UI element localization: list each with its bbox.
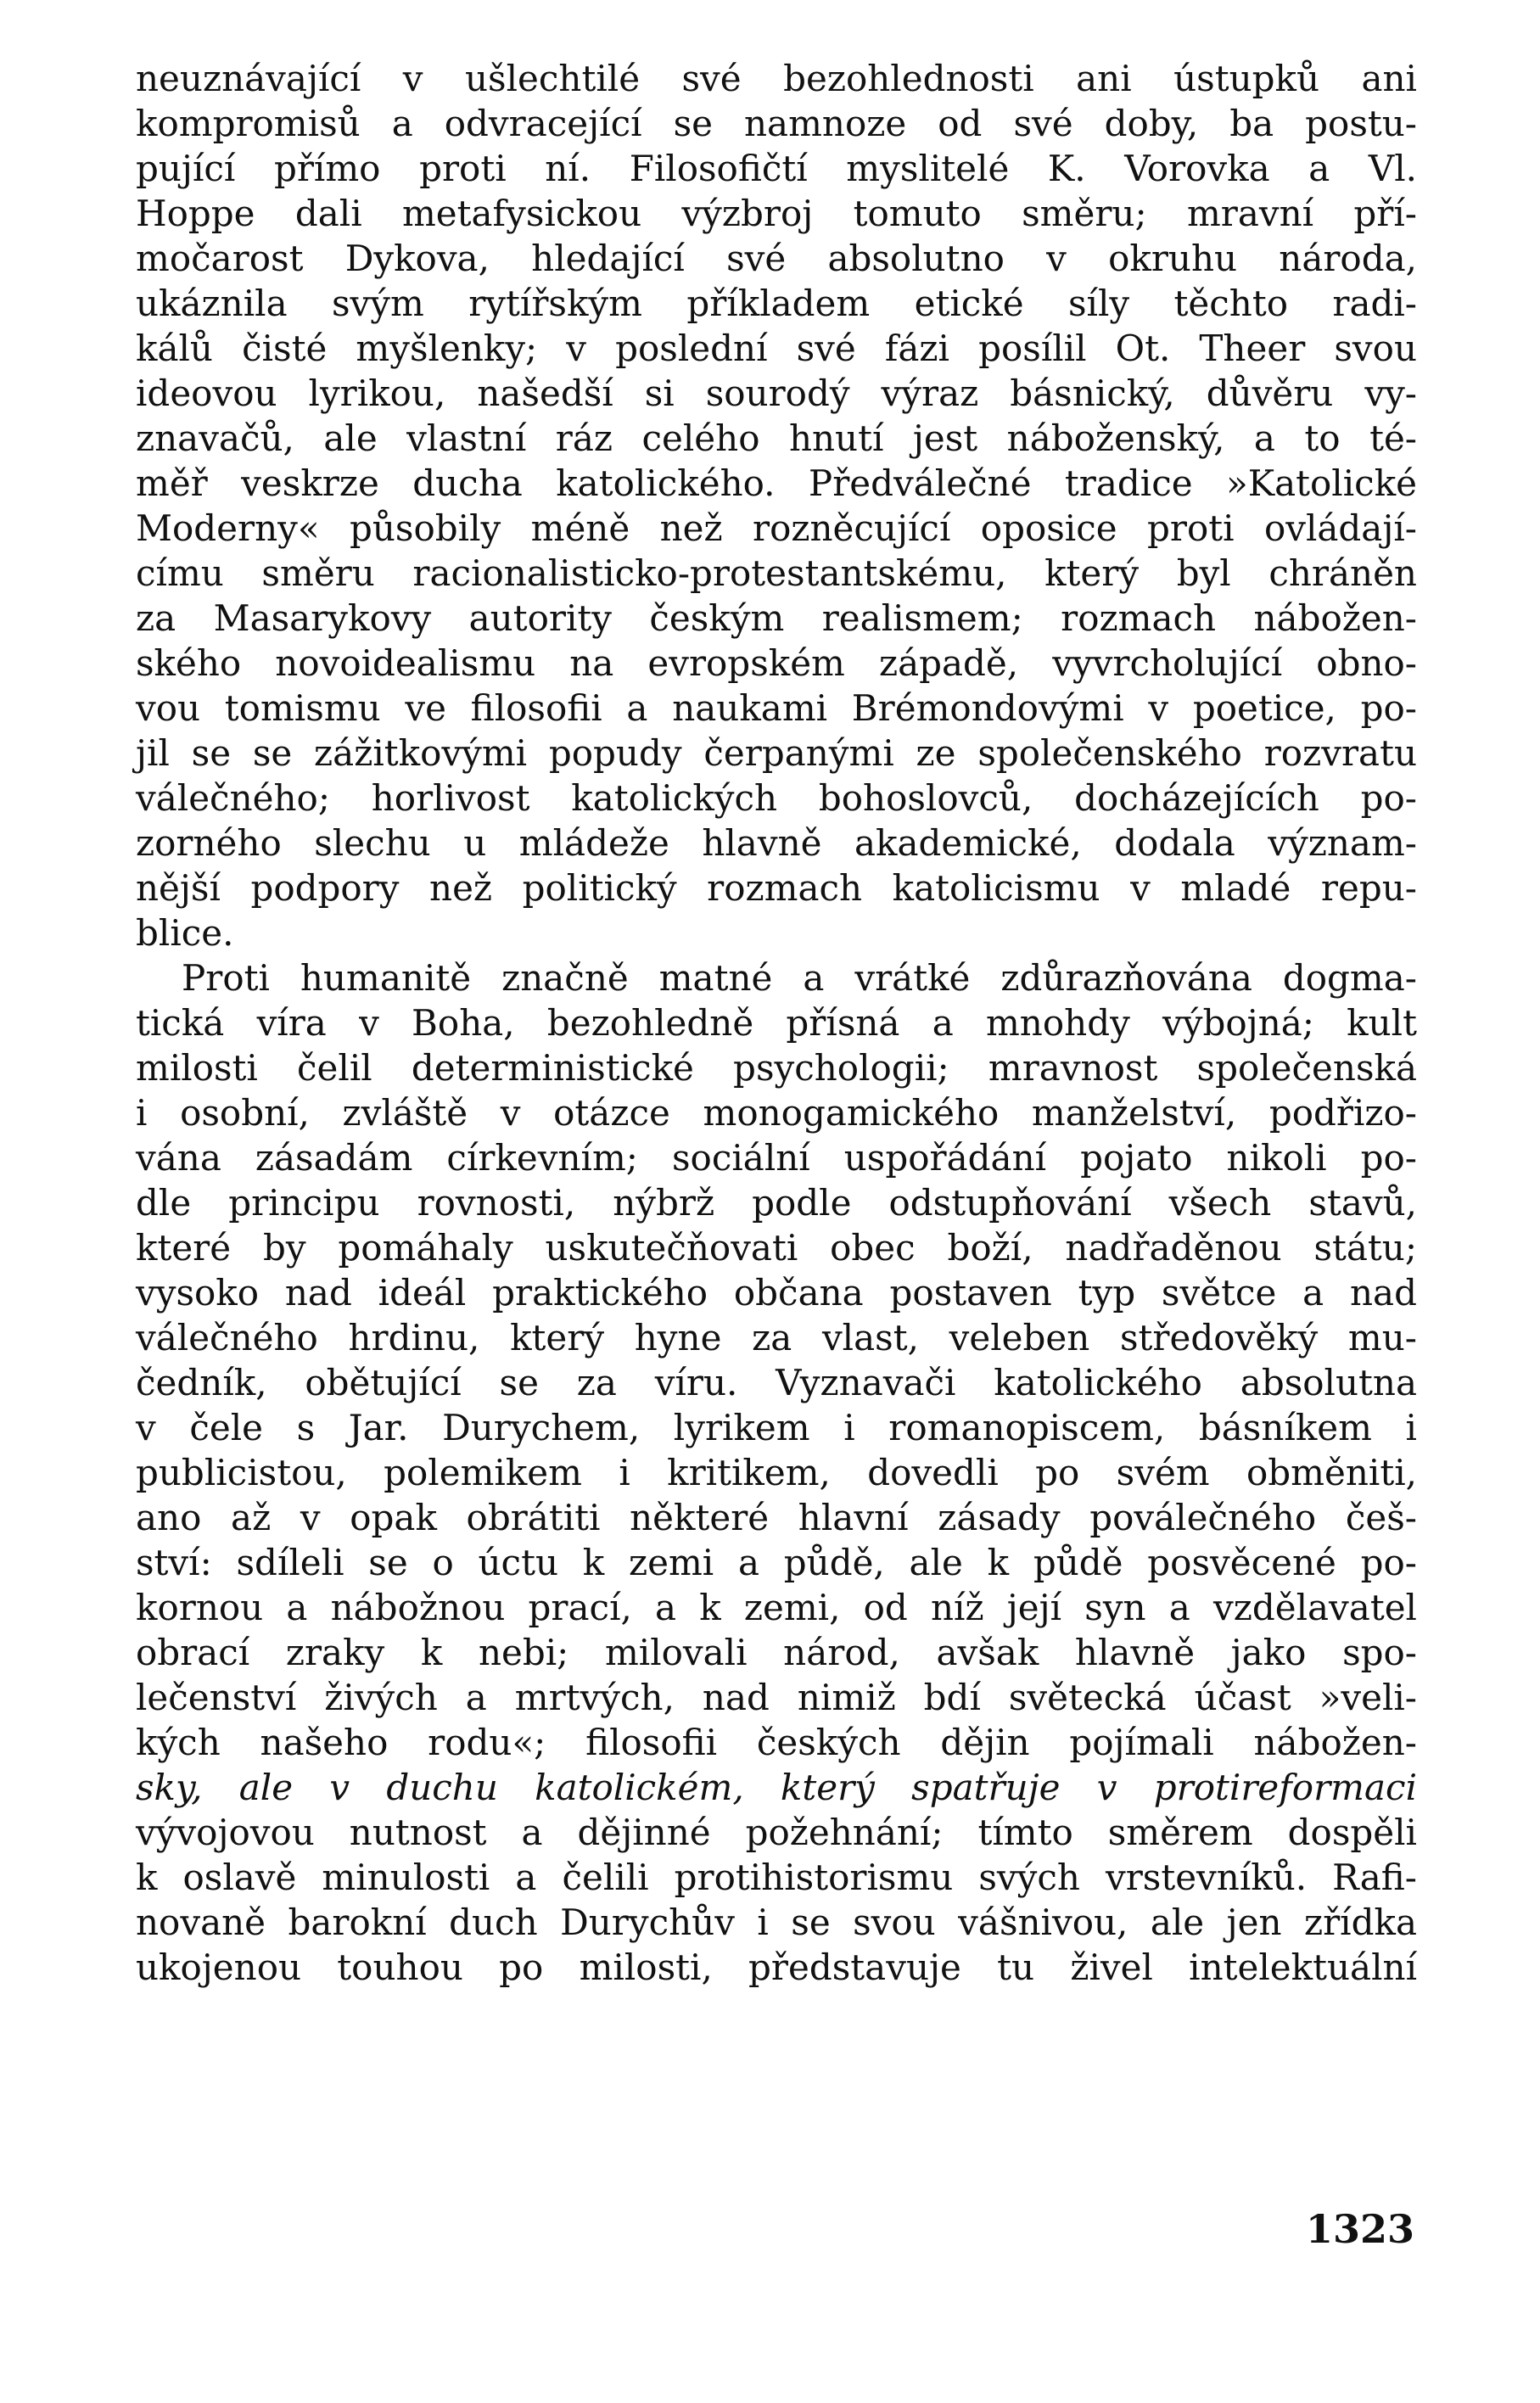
text-line: ství: sdíleli se o úctu k zemi a půdě, ale k půdě posvěcené po- <box>136 1542 1417 1583</box>
text-line: ano až v opak obrátiti některé hlavní zásady poválečného češ- <box>136 1497 1417 1538</box>
text-line: vou tomismu ve filosofii a naukami Brémondovými v poetice, po- <box>136 687 1417 729</box>
text-line: tická víra v Boha, bezohledně přísná a mnohdy výbojná; kult <box>136 1002 1417 1044</box>
text-line: močarost Dykova, hledající své absolutno v okruhu národa, <box>136 238 1417 279</box>
text-line: jil se se zážitkovými popudy čerpanými ze společenského rozvratu <box>136 732 1417 774</box>
text-line: milosti čelil deterministické psychologii; mravnost společenská <box>136 1047 1417 1089</box>
body-text <box>136 56 1417 1990</box>
text-line: znavačů, ale vlastní ráz celého hnutí jest náboženský, a to té- <box>136 417 1417 459</box>
text-line: kých našeho rodu«; filosofii českých dějin pojímali nábožen- <box>136 1722 1417 1763</box>
text-line: neuznávající v ušlechtilé své bezohlednosti ani ústupků ani <box>136 58 1417 99</box>
text-line: ukojenou touhou po milosti, představuje tu živel intelektuální <box>136 1946 1417 1988</box>
text-line: ideovou lyrikou, našedší si sourodý výraz básnický, důvěru vy- <box>136 372 1417 414</box>
text-line: novaně barokní duch Durychův i se svou vášnivou, ale jen zřídka <box>136 1902 1417 1943</box>
text-line: lečenství živých a mrtvých, nad nimiž bdí světecká účast »veli- <box>136 1677 1417 1718</box>
text-line: kornou a nábožnou prací, a k zemi, od níž její syn a vzdělavatel <box>136 1587 1417 1628</box>
text-line: publicistou, polemikem i kritikem, dovedli po svém obměniti, <box>136 1452 1417 1493</box>
text-line: dle principu rovnosti, nýbrž podle odstupňování všech stavů, <box>136 1182 1417 1224</box>
paragraph-2 <box>136 955 1417 1990</box>
text-line: za Masarykovy autority českým realismem; rozmach nábožen- <box>136 597 1417 639</box>
text-line: v čele s Jar. Durychem, lyrikem i romanopiscem, básníkem i <box>136 1407 1417 1448</box>
text-line: zorného slechu u mládeže hlavně akademické, dodala význam- <box>136 822 1417 864</box>
text-line: válečného; horlivost katolických bohoslovců, docházejících po- <box>136 777 1417 819</box>
text-line: sky, ale v duchu katolickém, který spatřuje v protireformaci <box>136 1767 1417 1808</box>
text-line: kálů čisté myšlenky; v poslední své fázi posílil Ot. Theer svou <box>136 328 1417 369</box>
text-line: Proti humanitě značně matné a vrátké zdůrazňována dogma- <box>182 957 1417 999</box>
text-line: ukáznila svým rytířským příkladem etické síly těchto radi- <box>136 283 1417 324</box>
text-line: kompromisů a odvracející se namnoze od své doby, ba postu- <box>136 103 1417 144</box>
text-line: měř veskrze ducha katolického. Předválečné tradice »Katolické <box>136 462 1417 504</box>
text-line: címu směru racionalisticko-protestantskému, který byl chráněn <box>136 552 1417 594</box>
text-line: vysoko nad ideál praktického občana postaven typ světce a nad <box>136 1272 1417 1314</box>
text-line: i osobní, zvláště v otázce monogamického manželství, podřizo- <box>136 1092 1417 1134</box>
text-line: k oslavě minulosti a čelili protihistorismu svých vrstevníků. Rafi- <box>136 1857 1417 1898</box>
page-number: 1323 <box>1305 2206 1414 2252</box>
text-line: čedník, obětující se za víru. Vyznavači katolického absolutna <box>136 1362 1417 1403</box>
paragraph-1 <box>136 56 1417 955</box>
text-line: nější podpory než politický rozmach katolicismu v mladé repu- <box>136 867 1417 909</box>
text-line: Hoppe dali metafysickou výzbroj tomuto směru; mravní pří- <box>136 193 1417 234</box>
text-line: obrací zraky k nebi; milovali národ, avšak hlavně jako spo- <box>136 1632 1417 1673</box>
text-line: ského novoidealismu na evropském západě, vyvrcholující obno- <box>136 642 1417 684</box>
text-line: vána zásadám církevním; sociální uspořádání pojato nikoli po- <box>136 1137 1417 1179</box>
text-line: vývojovou nutnost a dějinné požehnání; tímto směrem dospěli <box>136 1812 1417 1853</box>
text-line: které by pomáhaly uskutečňovati obec boží, nadřaděnou státu; <box>136 1227 1417 1269</box>
text-line: Moderny« působily méně než rozněcující oposice proti ovládají- <box>136 507 1417 549</box>
text-line: válečného hrdinu, který hyne za vlast, veleben středověký mu- <box>136 1317 1417 1358</box>
text-line: blice. <box>136 912 234 954</box>
text-line: pující přímo proti ní. Filosofičtí myslitelé K. Vorovka a Vl. <box>136 148 1417 189</box>
